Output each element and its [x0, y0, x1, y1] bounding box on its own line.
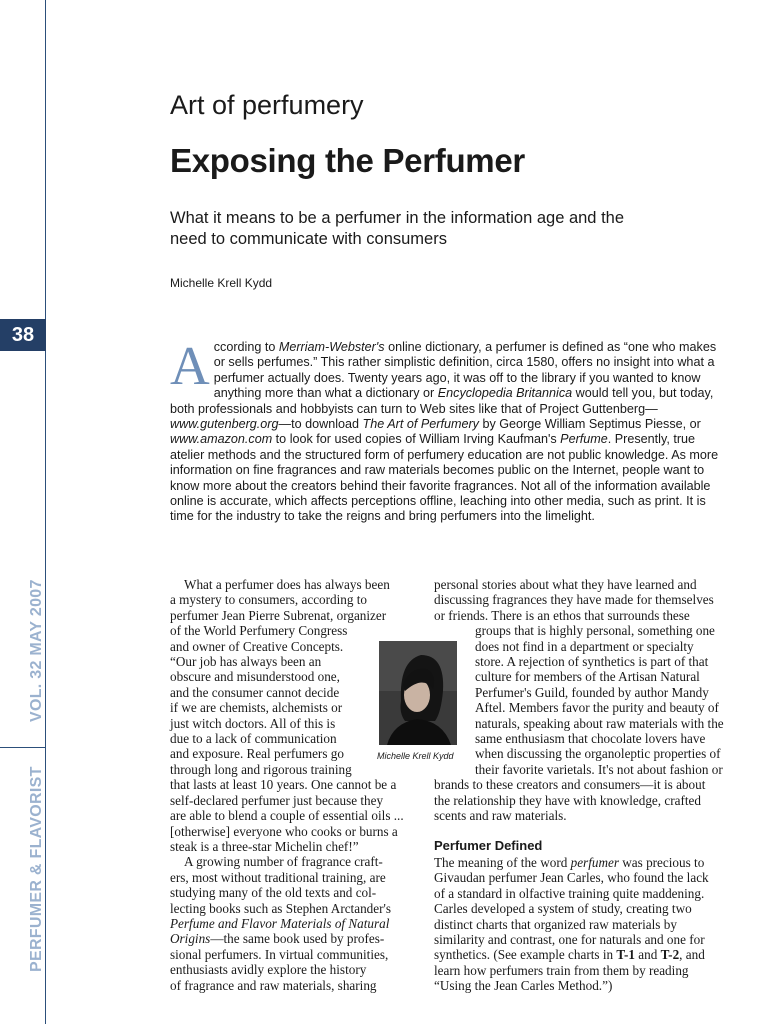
body-line: that lasts at least 10 years. One cannot be a [170, 777, 397, 793]
body-line: self-declared perfumer just because they [170, 792, 384, 808]
body-line: same enthusiasm that chocolate lovers have [475, 731, 706, 747]
body-line: Aftel. Members favor the purity and beauty of [475, 700, 719, 716]
author-byline: Michelle Krell Kydd [170, 276, 273, 290]
intro-text: to look for used copies of William Irving Kaufman's [272, 432, 561, 447]
body-line: perfumer Jean Pierre Subrenat, organizer [170, 607, 387, 623]
body-line: culture for members of the Artisan Natural [475, 669, 700, 685]
body-line: Givaudan perfumer Jean Carles, who found the lack [434, 870, 709, 886]
body-line: brands to these creators and consumers—it is about [434, 777, 706, 793]
intro-italic: Encyclopedia Britannica [437, 386, 573, 401]
body-line: similarity and contrast, one for naturals and one for [434, 931, 705, 947]
body-line: enthusiasts avidly explore the history [170, 962, 367, 978]
body-line: due to a lack of communication [170, 731, 337, 747]
body-line: Origins—the same book used by profes- [170, 931, 385, 947]
body-line: naturals, speaking about raw materials with the [475, 715, 724, 731]
margin-rule-top [45, 0, 46, 319]
body-line: lecting books such as Stephen Arctander's [170, 900, 392, 916]
body-line: when discussing the organoleptic properties of [475, 746, 721, 762]
body-line: ers, most without traditional training, are [170, 869, 386, 885]
body-line: groups that is highly personal, something one [475, 623, 715, 639]
intro-text: —to download [278, 417, 363, 432]
body-line: store. A rejection of synthetics is part of that [475, 654, 709, 670]
body-line: are able to blend a couple of essential oils ... [170, 808, 404, 824]
body-line: does not find in a department or specialty [475, 638, 694, 654]
body-line: learn how perfumers train from them by reading [434, 962, 689, 978]
body-line: distinct charts that organized raw materials by [434, 916, 677, 932]
body-line: discussing fragrances they have made for themselves [434, 592, 714, 608]
article-title: Exposing the Perfumer [170, 142, 525, 179]
body-line: sional perfumers. In virtual communities, [170, 946, 389, 962]
body-line: obscure and misunderstood one, [170, 669, 340, 685]
intro-italic: Perfume [560, 432, 608, 447]
body-line: “Our job has always been an [170, 654, 322, 670]
intro-link[interactable]: www.amazon.com [170, 432, 273, 447]
intro-text: . Presently, true atelier methods and the structured form of perfumery education are not public knowledge. As more information on fine fragrances and raw materials becomes public on the Internet, people want to know more about the creators behind their favorite fragrances. Not all of the information available online is accurate, which affects perceptions offline, leaching into other media, such as print. It is time for the industry to take the reigns and bring perfumers into the limelight. [170, 432, 719, 524]
intro-italic: The Art of Perfumery [362, 417, 479, 432]
body-line: [otherwise] everyone who cooks or burns a [170, 823, 398, 839]
article-subtitle: What it means to be a perfumer in the information age and the need to communicate with consumers [170, 209, 625, 248]
intro-text: would tell you, but today, both professionals and hobbyists can turn to Web sites like that of Project Guttenberg— [170, 386, 714, 416]
body-line: if we are chemists, alchemists or [170, 700, 343, 716]
body-line: just witch doctors. All of this is [170, 715, 336, 731]
body-line: steak is a three-star Michelin chef!” [170, 838, 359, 854]
intro-link[interactable]: www.gutenberg.org [170, 417, 279, 432]
body-line: studying many of the old texts and col- [170, 885, 377, 901]
body-column-1 [170, 577, 404, 993]
body-line: What a perfumer does has always been [184, 577, 390, 592]
intro-italic: Merriam-Webster's [278, 340, 385, 354]
section-title: Art of perfumery [170, 90, 364, 120]
body-line: of a standard in olfactive training quite maddening. [434, 885, 705, 901]
photo-caption: Michelle Krell Kydd [377, 751, 454, 761]
body-line: and owner of Creative Concepts. [170, 638, 344, 654]
body-line: or friends. There is an ethos that surrounds these [434, 607, 690, 623]
margin-divider [0, 747, 46, 748]
subheading-perfumer-defined: Perfumer Defined [434, 837, 543, 853]
body-line: their favorite varietals. It's not about fashion or [475, 761, 723, 777]
issue-label: VOL. 32 MAY 2007 [28, 579, 45, 722]
drop-cap: A [170, 335, 210, 396]
page-number: 38 [0, 319, 46, 351]
intro-paragraph [170, 335, 726, 525]
body-line: the relationship they have with knowledge, crafted [434, 792, 701, 808]
intro-text: ccording to [213, 340, 279, 354]
body-line: of fragrance and raw materials, sharing [170, 977, 377, 993]
body-line: of the World Perfumery Congress [170, 623, 348, 639]
body-line: and exposure. Real perfumers go [170, 746, 344, 762]
body-line: “Using the Jean Carles Method.”) [434, 978, 613, 994]
body-column-2 [434, 577, 730, 994]
body-line: synthetics. (See example charts in T-1 and T-2, and [434, 947, 705, 963]
body-line: and the consumer cannot decide [170, 684, 340, 700]
body-line: a mystery to consumers, according to [170, 592, 368, 608]
intro-text: online dictionary, a perfumer is defined as “one who makes or sells perfumes.” This rather simplistic definition, circa 1580, offers no insight into what a perfumer actually does. Twenty years ago, it was off to the library if you wanted to know anything more than what a dictionary or [213, 340, 717, 401]
body-line: scents and raw materials. [434, 808, 567, 824]
body-line: Perfume and Flavor Materials of Natural [170, 915, 390, 931]
body-line: Carles developed a system of study, creating two [434, 901, 692, 917]
body-line: Perfumer's Guild, founded by author Mandy [475, 684, 709, 700]
body-line: through long and rigorous training [170, 761, 352, 777]
body-line: personal stories about what they have learned and [434, 577, 697, 592]
body-line: A growing number of fragrance craft- [184, 854, 383, 870]
intro-text: by George William Septimus Piesse, or [478, 417, 701, 432]
journal-label: PERFUMER & FLAVORIST [28, 766, 45, 972]
body-line: The meaning of the word perfumer was precious to [434, 854, 705, 870]
